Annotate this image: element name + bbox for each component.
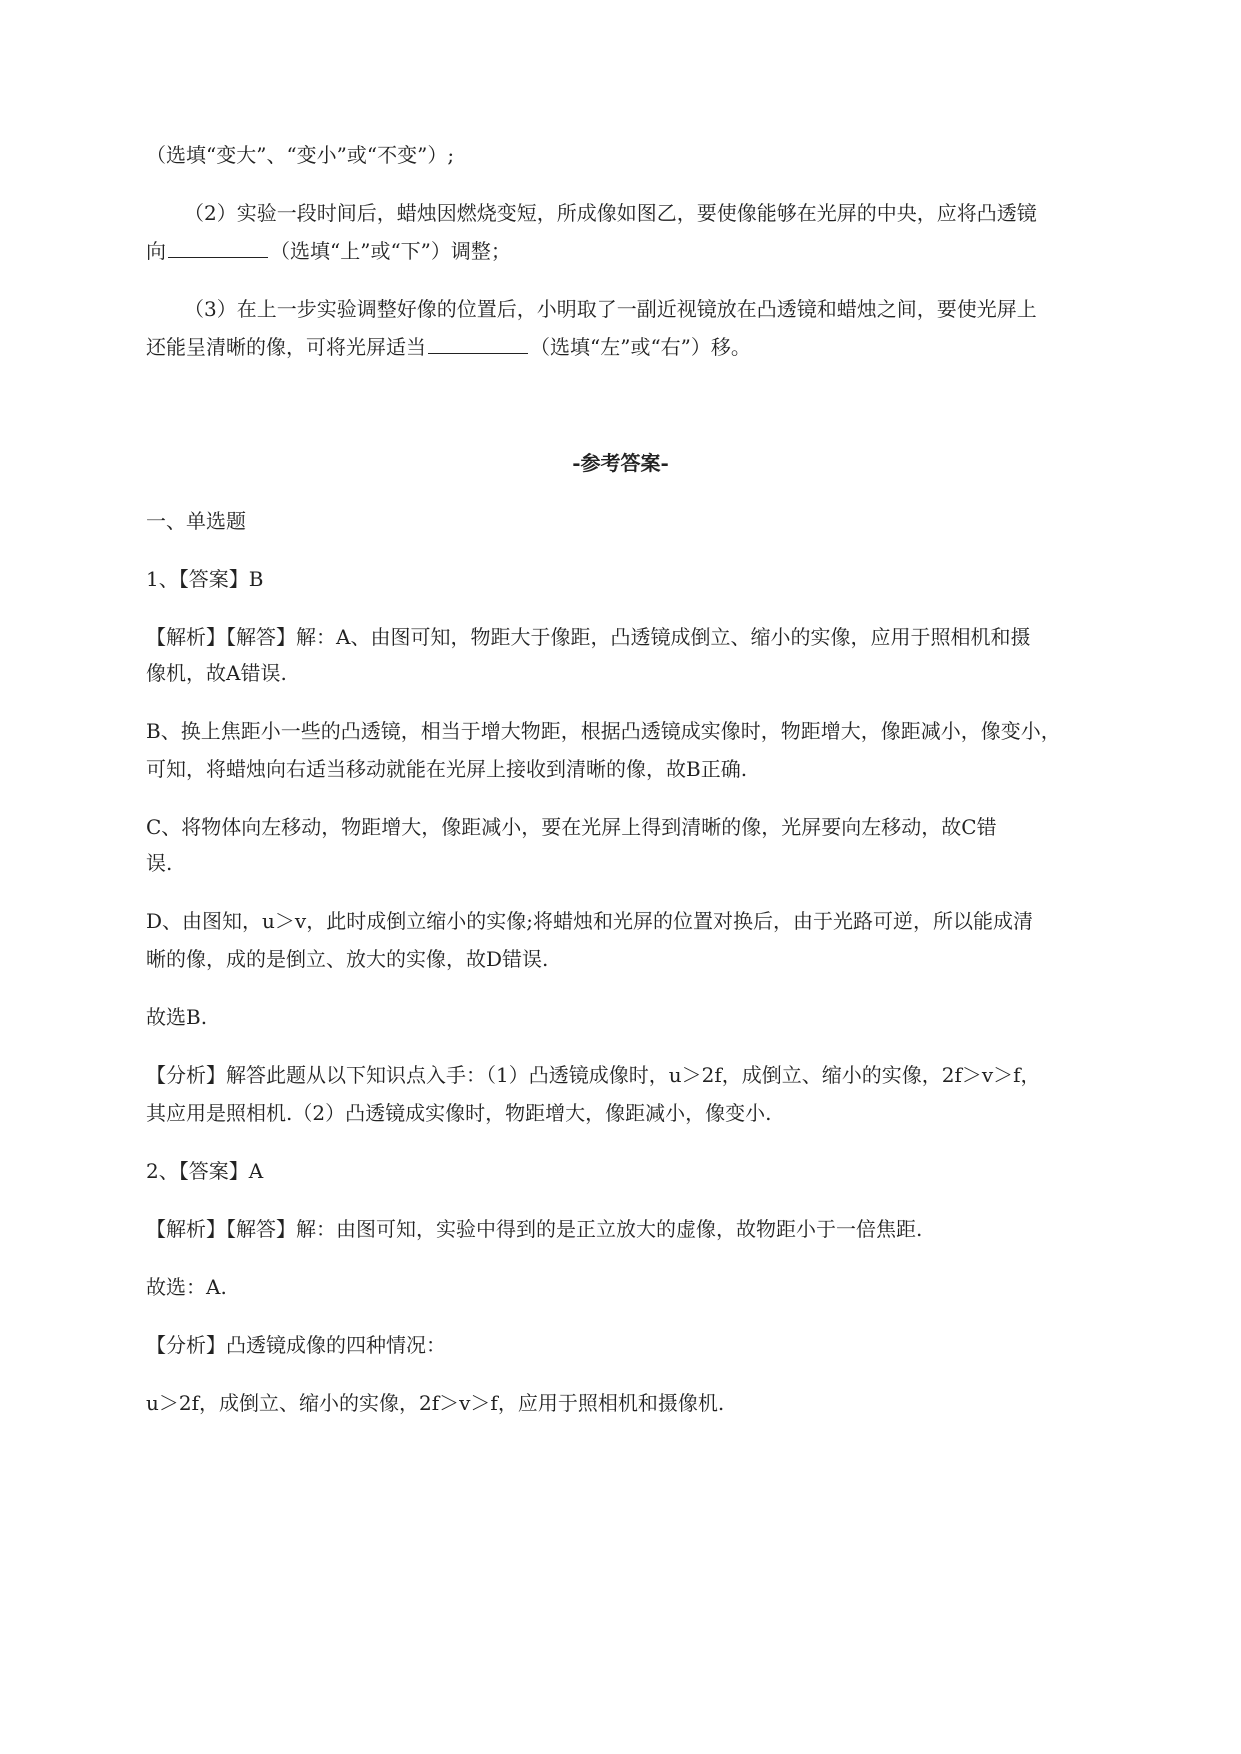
answer-1-text: 误. — [146, 851, 173, 875]
answer-1-text: C、将物体向左移动，物距增大，像距减小，要在光屏上得到清晰的像，光屏要向左移动，故C错 — [146, 815, 997, 839]
answer-1-heading: 1、【答案】B — [146, 567, 264, 591]
answer-1-text: D、由图知，u＞v，此时成倒立缩小的实像;将蜡烛和光屏的位置对换后，由于光路可逆，所以能成清 — [146, 909, 1033, 933]
answer-1-text: 故选B. — [146, 1005, 208, 1029]
question-3-suffix: （选填“左”或“右”）移。 — [530, 335, 751, 359]
question-2-line-1: （2）实验一段时间后，蜡烛因燃烧变短，所成像如图乙，要使像能够在光屏的中央，应将凸透镜 — [184, 201, 1037, 225]
answer-2-text: 故选：A. — [146, 1275, 227, 1299]
answer-blank — [168, 239, 268, 258]
answer-2-text: 【解析】【解答】解：由图可知，实验中得到的是正立放大的虚像，故物距小于一倍焦距. — [146, 1217, 923, 1241]
answer-1-analysis: 其应用是照相机.（2）凸透镜成实像时，物距增大，像距减小，像变小. — [146, 1101, 772, 1125]
answer-1-text: 可知，将蜡烛向右适当移动就能在光屏上接收到清晰的像，故B正确. — [146, 757, 748, 781]
answer-1-text: B、换上焦距小一些的凸透镜，相当于增大物距，根据凸透镜成实像时，物距增大，像距减小，像变小， — [146, 719, 1061, 743]
question-2-suffix: （选填“上”或“下”）调整； — [270, 239, 511, 263]
question-3-line-2 — [146, 334, 751, 360]
question-3-prefix: 还能呈清晰的像，可将光屏适当 — [146, 335, 426, 359]
question-2-prefix: 向 — [146, 239, 166, 263]
answer-blank — [428, 335, 528, 354]
answer-1-text: 晰的像，成的是倒立、放大的实像，故D错误. — [146, 947, 549, 971]
answer-2-analysis: 【分析】凸透镜成像的四种情况： — [146, 1333, 446, 1357]
answer-1-analysis: 【分析】解答此题从以下知识点入手：（1）凸透镜成像时，u＞2f，成倒立、缩小的实像，2f＞v＞f， — [146, 1063, 1041, 1087]
answer-2-heading: 2、【答案】A — [146, 1159, 264, 1183]
section-heading: 一、单选题 — [146, 509, 246, 533]
question-3-line-1: （3）在上一步实验调整好像的位置后，小明取了一副近视镜放在凸透镜和蜡烛之间，要使光屏上 — [184, 297, 1037, 321]
fill-instruction: （选填“变大”、“变小”或“不变”）; — [146, 143, 455, 167]
answers-title: -参考答案- — [572, 451, 669, 475]
question-2-line-2 — [146, 238, 511, 264]
answer-1-text: 像机，故A错误. — [146, 661, 287, 685]
answer-1-text: 【解析】【解答】解：A、由图可知，物距大于像距，凸透镜成倒立、缩小的实像，应用于照相机和摄 — [146, 625, 1031, 649]
answer-2-analysis: u＞2f，成倒立、缩小的实像，2f＞v＞f，应用于照相机和摄像机. — [146, 1391, 725, 1415]
